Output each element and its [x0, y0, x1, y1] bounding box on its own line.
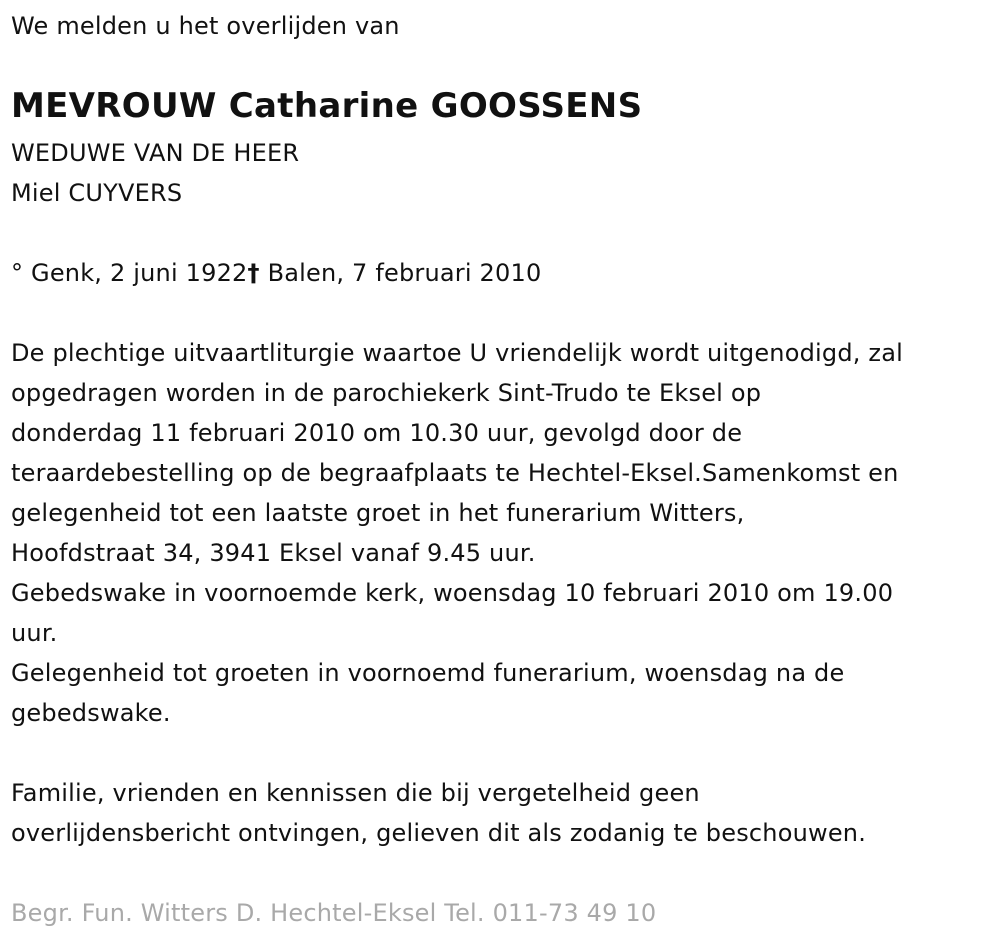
relation-block — [11, 133, 299, 213]
body-line: uur. — [11, 619, 58, 647]
intro-text: We melden u het overlijden van — [11, 12, 400, 40]
deceased-name: MEVROUW Catharine GOOSSENS — [11, 86, 643, 126]
death-date: Balen, 7 februari 2010 — [259, 259, 542, 287]
closing-line: Familie, vrienden en kennissen die bij vergetelheid geen — [11, 779, 700, 807]
relation-line: Miel CUYVERS — [11, 179, 183, 207]
body-line: teraardebestelling op de begraafplaats te Hechtel-Eksel.Samenkomst en — [11, 459, 899, 487]
body-line: Hoofdstraat 34, 3941 Eksel vanaf 9.45 uur. — [11, 539, 536, 567]
birth-date: ° Genk, 2 juni 1922 — [11, 259, 248, 287]
body-line: gelegenheid tot een laatste groet in het funerarium Witters, — [11, 499, 745, 527]
body-line: Gebedswake in voornoemde kerk, woensdag 10 februari 2010 om 19.00 — [11, 579, 894, 607]
life-dates — [11, 253, 541, 293]
body-line: De plechtige uitvaartliturgie waartoe U vriendelijk wordt uitgenodigd, zal — [11, 339, 903, 367]
cross-icon: † — [247, 259, 260, 287]
body-line: opgedragen worden in de parochiekerk Sint-Trudo te Eksel op — [11, 379, 762, 407]
closing-line: overlijdensbericht ontvingen, gelieven dit als zodanig te beschouwen. — [11, 819, 867, 847]
body-line: Gelegenheid tot groeten in voornoemd funerarium, woensdag na de — [11, 659, 845, 687]
closing-note — [11, 773, 866, 853]
funeral-home-footer: Begr. Fun. Witters D. Hechtel-Eksel Tel. 011-73 49 10 — [11, 899, 657, 927]
body-line: gebedswake. — [11, 699, 171, 727]
relation-line: WEDUWE VAN DE HEER — [11, 139, 300, 167]
ceremony-details — [11, 333, 903, 733]
body-line: donderdag 11 februari 2010 om 10.30 uur, gevolgd door de — [11, 419, 743, 447]
